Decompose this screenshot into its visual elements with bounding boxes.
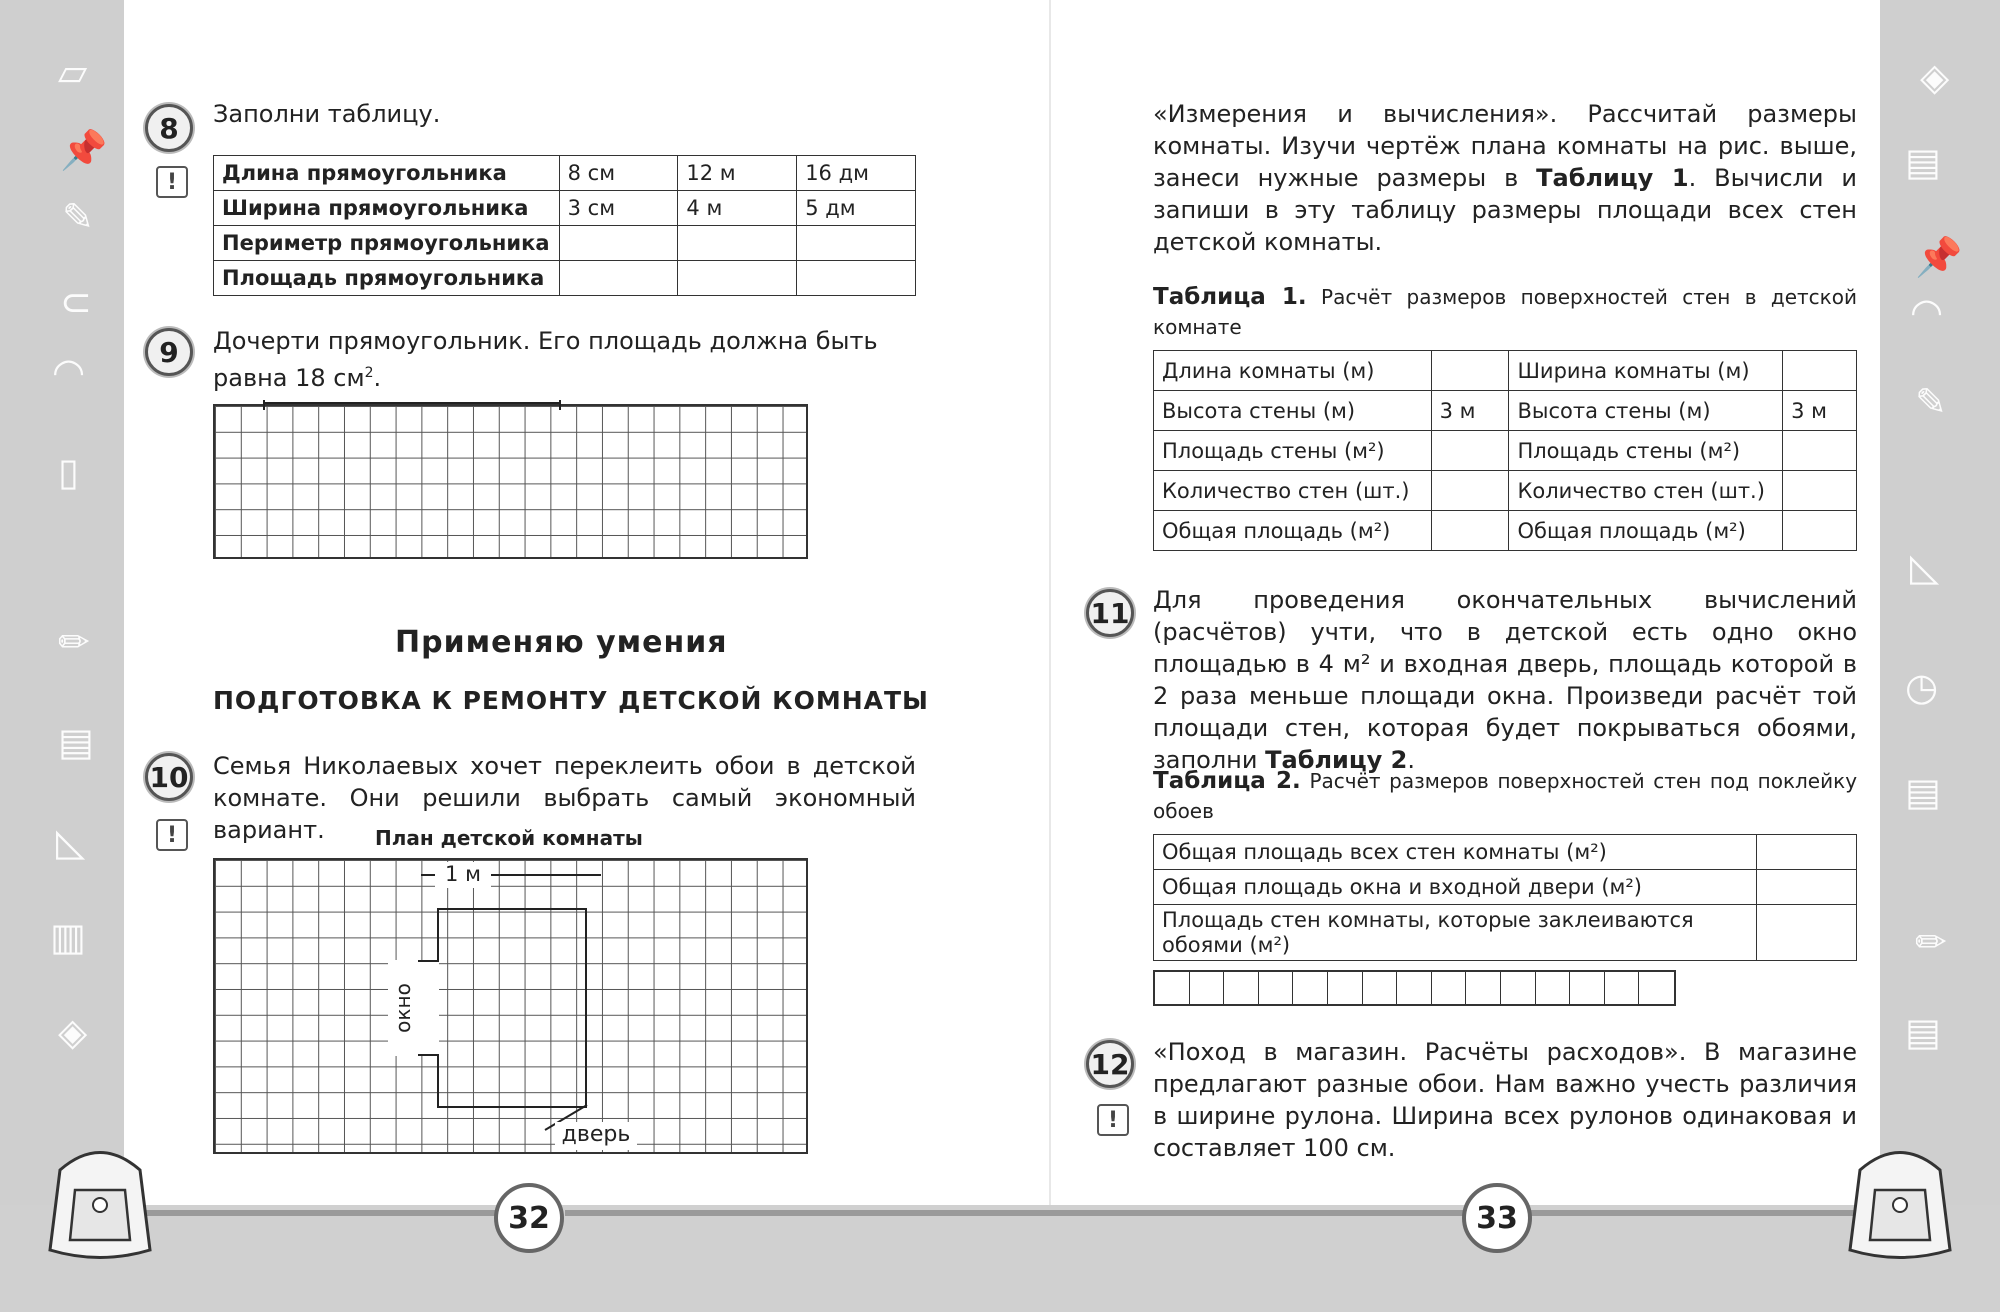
table-cell[interactable]: 5 дм [797,191,916,226]
table-row [1154,431,1857,471]
backpack-icon [35,1130,165,1265]
pencil-icon: ✏ [1915,920,1947,964]
table-cell[interactable] [559,226,678,261]
task-number-10: 10 [145,753,193,801]
task9-text-line2: равна 18 см [213,364,365,392]
notepad-icon: ▤ [1905,140,1941,184]
triangle-icon: ◺ [56,820,86,864]
pushpin-icon: 📌 [1915,235,1963,279]
row-label: Площадь стены (м²) [1509,431,1783,471]
protractor-icon: ◠ [52,350,86,394]
row-label: Площадь стены (м²) [1154,431,1432,471]
task11-bold: Таблицу 2 [1265,746,1408,774]
row-label: Высота стены (м) [1509,391,1783,431]
row-label: Высота стены (м) [1154,391,1432,431]
table-row [1154,391,1857,431]
table-row [1154,835,1857,870]
table-cell[interactable]: 4 м [678,191,797,226]
pencil-icon: ✏ [58,620,90,664]
window-label-box [388,960,418,1056]
intro-text2: . Вычисли и запиши в эту таблицу размеры площади всех стен детской комнаты. [1153,164,1857,256]
table-row [1154,351,1857,391]
rectangle-tick [559,400,561,410]
table-cell[interactable] [1431,471,1509,511]
table2-caption [1153,766,1857,826]
warning-icon: ! [1097,1104,1129,1136]
row-label: Ширина комнаты (м) [1509,351,1783,391]
table-cell[interactable] [1431,351,1509,391]
right-decor-strip [1880,0,2000,1312]
table1-caption-text: Расчёт размеров поверхностей стен в детской комнате [1153,285,1857,339]
task8-text: Заполни таблицу. [213,100,441,128]
notepad-icon: ▤ [1905,770,1941,814]
table-row [214,191,916,226]
table-row [214,156,916,191]
ruler-icon: ▯ [58,450,79,494]
task11-body: Для проведения окончательных вычислений (расчётов) учти, что в детской есть одно окно площадью в 4 м² и входная дверь, площадь которой в 2 раза меньше площади окна. Произведи расчёт той площади стен, которая будет покрываться обоями, заполни [1153,586,1857,774]
rectangle-tick [263,400,265,410]
bottom-band [0,1205,2000,1312]
table-cell[interactable] [1757,905,1857,961]
task12-text: «Поход в магазин. Расчёты расходов». В магазине предлагают разные обои. Нам важно учесть различия в ширине рулона. Ширина всех рулонов одинаковая и составляет 100 см. [1153,1038,1857,1162]
warning-icon: ! [156,819,188,851]
task9-text [213,325,916,394]
table-cell[interactable] [1757,870,1857,905]
table-cell[interactable] [678,261,797,296]
row-label: Площадь стен комнаты, которые заклеиваются обоями (м²) [1154,905,1757,961]
table-cell[interactable] [1783,431,1857,471]
plan-title: План детской комнаты [375,826,643,850]
table-cell[interactable] [559,261,678,296]
window-mark [415,960,439,1056]
row-label: Количество стен (шт.) [1154,471,1432,511]
table-cell[interactable]: 16 дм [797,156,916,191]
task11-text [1153,584,1857,776]
door-label: дверь [555,1122,637,1150]
row-label: Длина комнаты (м) [1154,351,1432,391]
table-row [1154,511,1857,551]
intro-bold: Таблицу 1 [1536,164,1689,192]
books-icon: ▥ [50,915,86,959]
table1-caption-bold: Таблица 1. [1153,284,1307,310]
row-label: Общая площадь окна и входной двери (м²) [1154,870,1757,905]
eraser-icon: ▱ [58,50,88,94]
table1 [1153,350,1857,551]
task-number-11: 11 [1086,589,1134,637]
warning-icon: ! [156,166,188,198]
table-cell[interactable] [1431,511,1509,551]
table-cell[interactable]: 3 м [1783,391,1857,431]
section-subheading: ПОДГОТОВКА К РЕМОНТУ ДЕТСКОЙ КОМНАТЫ [213,686,929,715]
table-row [1154,471,1857,511]
task9-text-line1: Дочерти прямоугольник. Его площадь должна быть [213,327,878,355]
table-cell[interactable] [1431,431,1509,471]
footer-line [130,1210,495,1216]
table-cell[interactable] [797,261,916,296]
drawing-grid[interactable] [213,404,808,559]
table-row [1154,870,1857,905]
superscript: 2 [364,365,374,381]
footer-line [565,1210,1475,1216]
answer-boxes[interactable] [1153,970,1676,1006]
intro-text: «Измерения и вычисления». Рассчитай размеры комнаты. Изучи чертёж плана комнаты на рис. выше, занеси нужные размеры в [1153,100,1857,192]
rectangle-table [213,155,916,296]
table2-caption-bold: Таблица 2. [1153,768,1301,794]
sharpener-icon: ◈ [1920,55,1950,99]
sharpener-icon: ◈ [58,1010,88,1054]
pen-icon: ✎ [1915,380,1947,424]
table-cell[interactable]: 3 см [559,191,678,226]
protractor-icon: ◠ [1910,290,1944,334]
row-label: Количество стен (шт.) [1509,471,1783,511]
room-outline [437,908,587,1108]
book-spine [1049,0,1051,1205]
row-label: Длина прямоугольника [214,156,560,191]
table-cell[interactable]: 12 м [678,156,797,191]
table-cell[interactable] [678,226,797,261]
row-label: Ширина прямоугольника [214,191,560,226]
table-cell[interactable] [1783,511,1857,551]
page-number-33: 33 [1462,1183,1532,1253]
task9-text-end: . [373,364,382,392]
table-cell[interactable] [1783,351,1857,391]
table-row [1154,905,1857,961]
task-number-8: 8 [145,104,193,152]
started-rectangle-side [263,402,561,406]
room-plan-grid [213,858,808,1154]
table1-caption [1153,282,1857,342]
section-heading: Применяю умения [395,625,728,660]
table2 [1153,834,1857,961]
task10-text: Семья Николаевых хочет переклеить обои в детской комнате. Они решили выбрать самый экономный вариант. [213,752,916,844]
row-label: Общая площадь всех стен комнаты (м²) [1154,835,1757,870]
window-label: окно [391,983,416,1033]
table-cell[interactable]: 8 см [559,156,678,191]
row-label: Периметр прямоугольника [214,226,560,261]
table-row [214,261,916,296]
table-cell[interactable] [1757,835,1857,870]
pushpin-icon: 📌 [60,128,108,172]
row-label: Общая площадь (м²) [1154,511,1432,551]
table-row [214,226,916,261]
row-label: Общая площадь (м²) [1509,511,1783,551]
task10-continuation [1153,98,1857,258]
table-cell[interactable] [1783,471,1857,511]
clock-icon: ◷ [1905,665,1939,709]
scale-label: 1 м [435,862,491,888]
footer-line [1530,1210,1860,1216]
notepad-icon: ▤ [1905,1010,1941,1054]
triangle-icon: ◺ [1910,545,1940,589]
paperclip-icon: ⊂ [60,280,92,324]
table-cell[interactable]: 3 м [1431,391,1509,431]
page-number-32: 32 [494,1183,564,1253]
task-number-12: 12 [1086,1040,1134,1088]
table-cell[interactable] [797,226,916,261]
pen-icon: ✎ [62,195,94,239]
table2-caption-text: Расчёт размеров поверхностей стен под поклейку обоев [1153,769,1858,823]
task-number-9: 9 [145,328,193,376]
notepad-icon: ▤ [58,720,94,764]
row-label: Площадь прямоугольника [214,261,560,296]
task11-end: . [1407,746,1415,774]
